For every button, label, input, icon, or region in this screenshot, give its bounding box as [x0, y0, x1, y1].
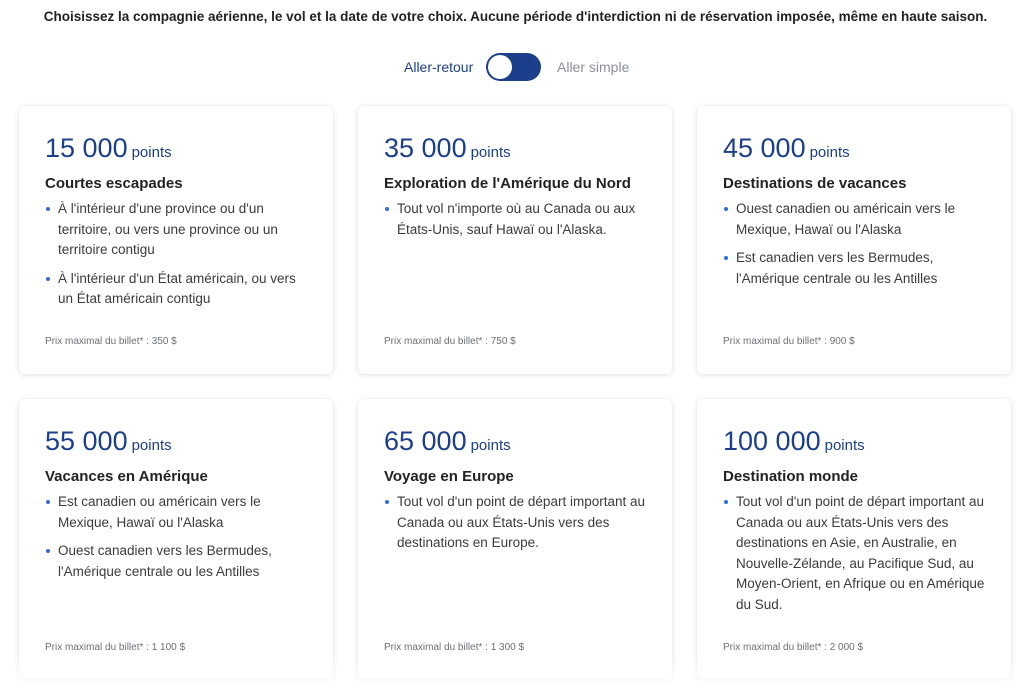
reward-card-world-destination — [697, 399, 1011, 679]
points-unit: points — [470, 437, 511, 454]
card-title: Voyage en Europe — [384, 468, 514, 485]
points-value: 45 000 — [723, 133, 806, 163]
bullet-item: Est canadien ou américain vers le Mexique, Hawaï ou l'Alaska — [45, 492, 307, 533]
points-price — [723, 133, 985, 165]
points-unit: points — [809, 144, 850, 161]
points-value: 55 000 — [45, 426, 128, 456]
trip-type-switch[interactable] — [486, 53, 541, 81]
bullet-list — [45, 492, 307, 582]
reward-card-short-getaways — [19, 106, 333, 374]
reward-card-vacation-destinations — [697, 106, 1011, 374]
max-ticket-price: Prix maximal du billet* : 900 $ — [723, 336, 855, 347]
max-ticket-price: Prix maximal du billet* : 1 300 $ — [384, 642, 525, 653]
card-title: Destination monde — [723, 468, 859, 485]
points-value: 100 000 — [723, 426, 821, 456]
bullet-item: Ouest canadien ou américain vers le Mexique, Hawaï ou l'Alaska — [723, 199, 985, 240]
bullet-list — [723, 492, 985, 615]
switch-knob — [488, 55, 512, 79]
reward-card-north-america — [358, 106, 672, 374]
points-unit: points — [470, 144, 511, 161]
points-value: 35 000 — [384, 133, 467, 163]
one-way-label[interactable]: Aller simple — [557, 59, 630, 75]
points-price — [384, 426, 646, 458]
card-title: Courtes escapades — [45, 175, 183, 192]
bullet-item: Ouest canadien vers les Bermudes, l'Amérique centrale ou les Antilles — [45, 541, 307, 582]
reward-card-europe-trip — [358, 399, 672, 679]
intro-text: Choisissez la compagnie aérienne, le vol et la date de votre choix. Aucune période d'interdiction ni de réservation imposée, même en haute saison. — [43, 9, 988, 24]
card-title: Vacances en Amérique — [45, 468, 208, 485]
points-unit: points — [131, 144, 172, 161]
points-unit: points — [824, 437, 865, 454]
bullet-list — [384, 199, 646, 240]
bullet-item: Tout vol d'un point de départ important au Canada ou aux États-Unis vers des destinations en Asie, en Australie, en Nouvelle-Zélande, au Pacifique Sud, au Moyen-Orient, en Afrique ou en Amérique du Sud. — [723, 492, 985, 615]
points-value: 15 000 — [45, 133, 128, 163]
trip-type-toggle — [0, 53, 1024, 81]
max-ticket-price: Prix maximal du billet* : 750 $ — [384, 336, 516, 347]
points-price — [384, 133, 646, 165]
bullet-item: À l'intérieur d'un État américain, ou vers un État américain contigu — [45, 269, 307, 310]
bullet-list — [45, 199, 307, 310]
points-unit: points — [131, 437, 172, 454]
max-ticket-price: Prix maximal du billet* : 1 100 $ — [45, 642, 186, 653]
max-ticket-price: Prix maximal du billet* : 350 $ — [45, 336, 177, 347]
points-price — [723, 426, 985, 458]
card-title: Exploration de l'Amérique du Nord — [384, 175, 631, 192]
points-price — [45, 133, 307, 165]
bullet-item: Tout vol d'un point de départ important au Canada ou aux États-Unis vers des destinations en Europe. — [384, 492, 646, 554]
points-price — [45, 426, 307, 458]
bullet-item: À l'intérieur d'une province ou d'un territoire, ou vers une province ou un territoire contigu — [45, 199, 307, 261]
bullet-list — [384, 492, 646, 554]
round-trip-label[interactable]: Aller-retour — [404, 59, 474, 75]
max-ticket-price: Prix maximal du billet* : 2 000 $ — [723, 642, 864, 653]
points-value: 65 000 — [384, 426, 467, 456]
bullet-item: Est canadien vers les Bermudes, l'Amérique centrale ou les Antilles — [723, 248, 985, 289]
bullet-item: Tout vol n'importe où au Canada ou aux États-Unis, sauf Hawaï ou l'Alaska. — [384, 199, 646, 240]
card-title: Destinations de vacances — [723, 175, 907, 192]
bullet-list — [723, 199, 985, 289]
reward-card-america-vacations — [19, 399, 333, 679]
